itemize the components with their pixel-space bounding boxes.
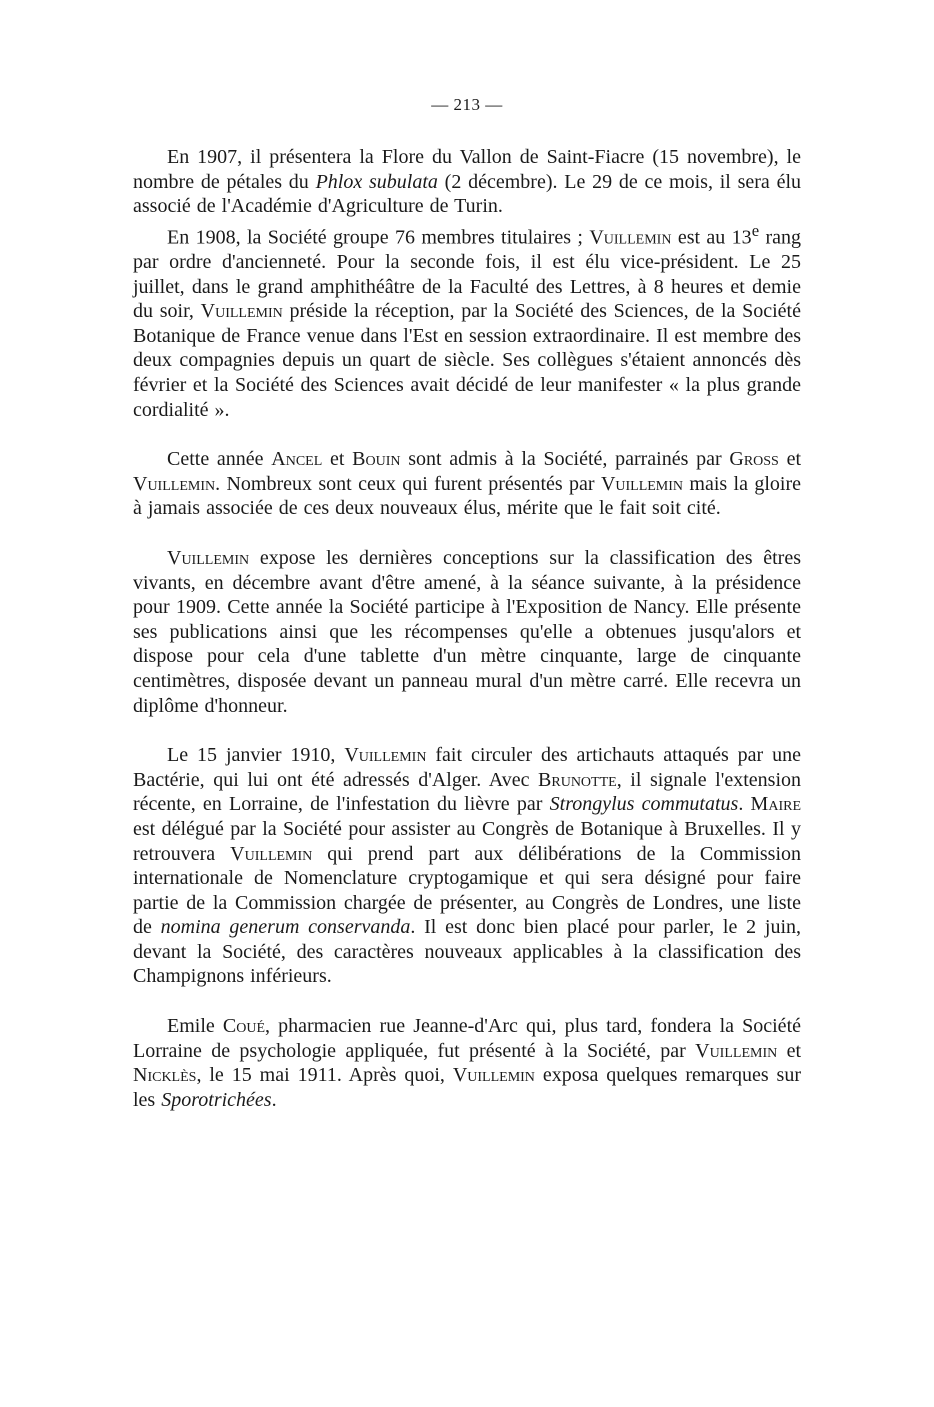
- person-name: Vuillemin: [200, 300, 283, 323]
- text-run: Emile: [167, 1015, 223, 1038]
- text-run: . Nombreux sont ceux qui furent présentés par: [215, 472, 601, 495]
- text-run: mais la gloire à jamais associée de ces deux nouveaux élus, mérite que le fait soit cité.: [133, 472, 801, 520]
- text-run: .: [738, 793, 751, 816]
- text-run: est délégué par la Société pour assister au Congrès de Botanique à Bruxelles. Il y retrouvera: [133, 817, 801, 865]
- paragraph-p1911: [133, 1014, 801, 1112]
- person-name: Vuillemin: [600, 472, 684, 495]
- italic-term: Phlox subulata: [315, 170, 438, 193]
- person-name: Vuillemin: [230, 842, 313, 865]
- text-run: , le 15 mai 1911. Après quoi,: [196, 1064, 453, 1087]
- person-name: Vuillemin: [167, 546, 250, 569]
- text-run: En 1907, il présentera la Flore du Vallon de Saint-Fiacre (15 novembre), le nombre de pétales du: [133, 146, 801, 193]
- paragraph-p-ancel: [133, 447, 801, 521]
- text-run: (2 décembre). Le 29 de ce mois, il sera élu associé de l'Académie d'Agriculture de Turin.: [133, 170, 802, 218]
- text-run: En 1908, la Société groupe 76 membres titulaires ;: [167, 226, 590, 249]
- text-run: . Il est donc bien placé pour parler, le 2 juin, devant la Société, des caractères nouveaux applicables à la classification des Champignons inférieurs.: [133, 916, 801, 988]
- person-name: Vuillemin: [452, 1064, 535, 1087]
- person-name: Vuillemin: [695, 1039, 778, 1062]
- text-run: Cette année: [167, 448, 272, 471]
- person-name: Brunotte: [538, 768, 617, 791]
- italic-term: Sporotrichées: [161, 1088, 272, 1111]
- text-run: et: [322, 448, 353, 471]
- italic-term: nomina generum conservanda: [160, 916, 411, 939]
- text-run: exposa quelques remarques sur les: [133, 1064, 801, 1111]
- text-run: , il signale l'extension récente, en Lorraine, de l'infestation du lièvre par: [133, 768, 801, 816]
- text-run: et: [778, 448, 801, 471]
- person-name: Bouin: [352, 448, 401, 471]
- text-run: est au 13: [671, 226, 752, 249]
- person-name: Gross: [729, 448, 779, 471]
- text-run: et: [777, 1039, 801, 1062]
- person-name: Vuillemin: [133, 472, 216, 495]
- text-run: préside la réception, par la Société des Sciences, de la Société Botanique de France venue dans l'Est en session extraordinaire. Il est membre des deux compagnies depuis un quart de siècle. Ses collègues s'étaient annoncés dès février et la Société des Sciences avait décidé de leur manifester « la plus grande cordialité ».: [133, 300, 801, 421]
- person-name: Coué: [222, 1015, 266, 1038]
- text-run: .: [271, 1088, 277, 1111]
- superscript: e: [751, 220, 760, 240]
- paragraph-p1907: [133, 145, 801, 219]
- text-run: rang par ordre d'ancienneté. Pour la seconde fois, il est élu vice-président. Le 25 juillet, dans le grand amphithéâtre de la Faculté des Lettres, à 8 heures et demie du soir,: [133, 226, 802, 323]
- document-page: [133, 95, 801, 1112]
- body-text: [133, 145, 801, 1112]
- text-run: sont admis à la Société, parrainés par: [400, 448, 730, 471]
- text-run: qui prend part aux délibérations de la Commission internationale de Nomenclature cryptogamique et qui sera désigné pour faire partie de la Commission chargée de présenter, au Congrès de Londres, une liste de: [133, 842, 802, 939]
- paragraph-p1910: [133, 743, 801, 989]
- text-run: expose les dernières conceptions sur la classification des êtres vivants, en décembre avant d'être amené, à la séance suivante, à la présidence pour 1909. Cette année la Société participe à l'Exposition de Nancy. Elle présente ses publications ainsi que les récompenses qu'elle a obtenues jusqu'alors et dispose pour cela d'une tablette d'un mètre cinquante, large de cinquante centimètres, disposée devant un panneau mural d'un mètre carré. Elle recevra un diplôme d'honneur.: [133, 546, 801, 717]
- person-name: Vuillemin: [589, 226, 672, 249]
- paragraph-p1908: [133, 219, 801, 422]
- italic-term: Strongylus commutatus: [549, 793, 739, 816]
- person-name: Maire: [750, 793, 801, 816]
- paragraph-p1909: [133, 546, 801, 718]
- page-number: — 213 —: [431, 95, 503, 114]
- person-name: Vuillemin: [344, 744, 427, 767]
- person-name: Ancel: [271, 448, 323, 471]
- text-run: Le 15 janvier 1910,: [167, 744, 345, 767]
- text-run: , pharmacien rue Jeanne-d'Arc qui, plus tard, fondera la Société Lorraine de psychologie appliquée, fut présenté à la Société, par: [133, 1015, 801, 1062]
- text-run: fait circuler des artichauts attaqués par une Bactérie, qui lui ont été adressés d'Alger. Avec: [133, 744, 802, 791]
- person-name: Nicklès: [133, 1064, 197, 1087]
